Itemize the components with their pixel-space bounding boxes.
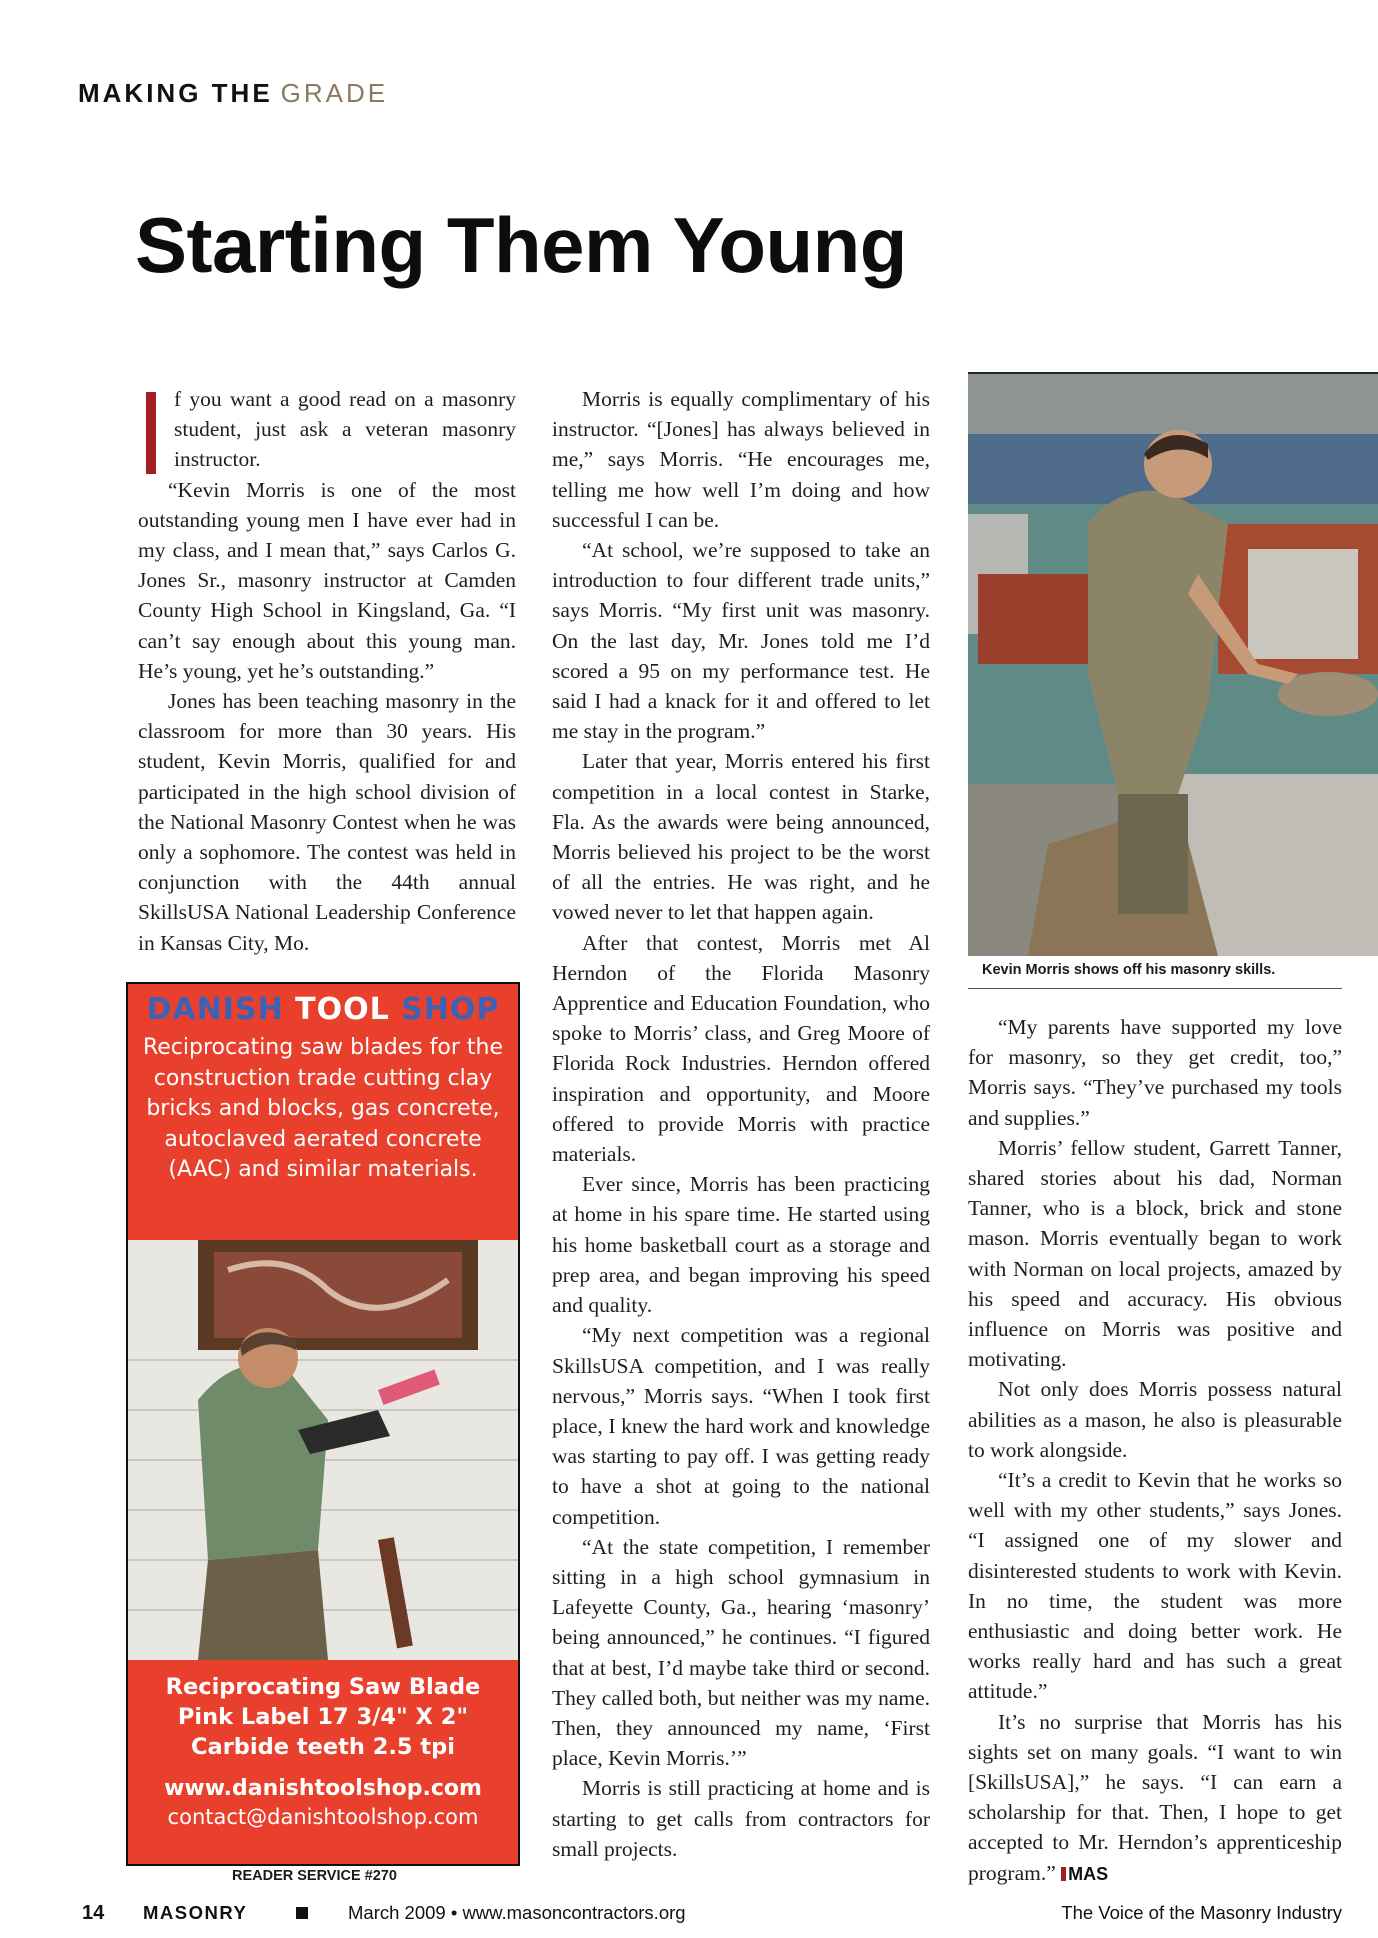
paragraph: “My parents have supported my love for masonry, so they get credit, too,” Morris says. “They’ve purchased my tools and supplies.” bbox=[968, 1015, 1342, 1130]
paragraph: “My next competition was a regional SkillsUSA competition, and I was really nervous,” Morris says. “When I took first place, I knew the hard work and knowledge was starting to pay off. I was getting ready to have a shot at going to the national competition. bbox=[552, 1323, 930, 1529]
first-paragraph bbox=[138, 384, 516, 475]
article-photo bbox=[968, 372, 1378, 956]
article-headline: Starting Them Young bbox=[135, 201, 907, 289]
section-label-light: GRADE bbox=[280, 78, 389, 108]
ad-brand bbox=[128, 984, 518, 1027]
mason-at-work-photo bbox=[968, 374, 1378, 956]
paragraph: “It’s a credit to Kevin that he works so well with my other students,” says Jones. “I assigned one of my slower and disinterested students to work with Kevin. In no time, the student was more enthusiastic and doing better work. He works really hard and has such a great attitude.” bbox=[968, 1468, 1342, 1704]
ad-footer bbox=[128, 1660, 518, 1864]
ad-description: Reciprocating saw blades for the construction trade cutting clay bricks and blocks, gas concrete, autoclaved aerated concrete (AAC) and similar materials. bbox=[142, 1035, 504, 1182]
ad-product-line: Reciprocating Saw Blade bbox=[165, 1674, 481, 1700]
paragraph: After that contest, Morris met Al Herndon of the Florida Masonry Apprentice and Education Foundation, who spoke to Morris’ class, and Greg Moore of Florida Rock Industries. Herndon offered inspiration and opportunity, and Moore offered to provide Morris with practice materials. bbox=[552, 930, 930, 1167]
paragraph: “At the state competition, I remember sitting in a high school gymnasium in Lafeyette County, Ga., hearing ‘masonry’ being announced,” he continues. “I figured that at best, I’d maybe take third or second. They called both, but neither was my name. Then, they announced my name, ‘First place, Kevin Morris.’” bbox=[552, 1534, 930, 1771]
paragraph: Morris is equally complimentary of his instructor. “[Jones] has always believed in me,” says Morris. “He encourages me, telling me how well I’m doing and how successful I can be. bbox=[552, 387, 930, 532]
ad-product-line: Carbide teeth 2.5 tpi bbox=[191, 1734, 455, 1760]
issue-date-and-site: March 2009 • www.masoncontractors.org bbox=[348, 1902, 686, 1923]
end-mark bbox=[1061, 1864, 1108, 1884]
ad-website-link[interactable]: www.danishtoolshop.com bbox=[164, 1776, 482, 1801]
paragraph: Jones has been teaching masonry in the classroom for more than 30 years. His student, Kevin Morris, qualified for and participated in the high school division of the National Masonry Contest when he was only a sophomore. The contest was held in conjunction with the 44th annual SkillsUSA National Leadership Conference in Kansas City, Mo. bbox=[138, 689, 516, 955]
drop-cap bbox=[146, 392, 156, 474]
ad-photo bbox=[128, 1240, 518, 1660]
footer-square-icon bbox=[296, 1907, 308, 1919]
end-mark-square-icon bbox=[1061, 1867, 1066, 1881]
paragraph bbox=[968, 1707, 1342, 1889]
ad-product bbox=[128, 1660, 518, 1762]
photo-caption: Kevin Morris shows off his masonry skills. bbox=[982, 962, 1276, 978]
publication-name: MASONRY bbox=[143, 1902, 248, 1923]
article-column-3 bbox=[968, 1012, 1342, 1889]
article-column-1 bbox=[138, 384, 516, 958]
ad-email-link[interactable]: contact@danishtoolshop.com bbox=[167, 1805, 479, 1829]
ad-header bbox=[128, 984, 518, 1240]
paragraph: Not only does Morris possess natural abilities as a mason, he also is pleasurable to work alongside. bbox=[968, 1377, 1342, 1462]
paragraph: Morris’ fellow student, Garrett Tanner, shared stories about his dad, Norman Tanner, who is a block, brick and stone mason. Morris eventually began to work with Norman on local projects, amazed by his speed and accuracy. His obvious influence on Morris was positive and motivating. bbox=[968, 1135, 1342, 1372]
ad-brand-shop: SHOP bbox=[401, 992, 500, 1027]
advertisement[interactable] bbox=[126, 982, 520, 1866]
paragraph: Later that year, Morris entered his first competition in a local contest in Starke, Fla. As the awards were being announced, Morris believed his project to be the worst of all the entries. He was right, and he vowed never to let that happen again. bbox=[552, 749, 930, 925]
article-column-2 bbox=[552, 384, 930, 1864]
paragraph: f you want a good read on a masonry student, just ask a veteran masonry instructor. bbox=[174, 387, 516, 472]
section-label-bold: MAKING THE bbox=[78, 78, 273, 108]
ad-brand-tool: TOOL bbox=[295, 992, 390, 1027]
reader-service-number: READER SERVICE #270 bbox=[232, 1868, 397, 1884]
ad-worker-with-saw-image bbox=[128, 1240, 518, 1660]
paragraph: Morris is still practicing at home and is starting to get calls from contractors for small projects. bbox=[552, 1776, 930, 1861]
section-label bbox=[78, 78, 388, 109]
caption-divider bbox=[968, 988, 1342, 989]
paragraph-text: It’s no surprise that Morris has his sights set on many goals. “I want to win [SkillsUSA],” he says. “I can earn a scholarship for that. Then, I hope to get accepted to Mr. Herndon’s apprenticeship program.” bbox=[968, 1709, 1342, 1885]
paragraph: Ever since, Morris has been practicing at home in his spare time. He started using his home basketball court as a storage and prep area, and began improving his speed and quality. bbox=[552, 1172, 930, 1318]
page-number: 14 bbox=[82, 1902, 105, 1924]
ad-product-line: Pink Label 17 3/4" X 2" bbox=[177, 1704, 469, 1730]
ad-brand-danish: DANISH bbox=[146, 992, 284, 1027]
paragraph: “Kevin Morris is one of the most outstanding young men I have ever had in my class, and I mean that,” says Carlos G. Jones Sr., masonry instructor at Camden County High School in Kingsland, Ga. “I can’t say enough about this young man. He’s young, yet he’s outstanding.” bbox=[138, 477, 516, 683]
paragraph: “At school, we’re supposed to take an introduction to four different trade units,” says Morris. “My first unit was masonry. On the last day, Mr. Jones told me I’d scored a 95 on my performance test. He said I had a knack for it and offered to let me stay in the program.” bbox=[552, 538, 930, 744]
publication-tagline: The Voice of the Masonry Industry bbox=[1061, 1902, 1342, 1923]
end-mark-text: MAS bbox=[1068, 1863, 1109, 1884]
